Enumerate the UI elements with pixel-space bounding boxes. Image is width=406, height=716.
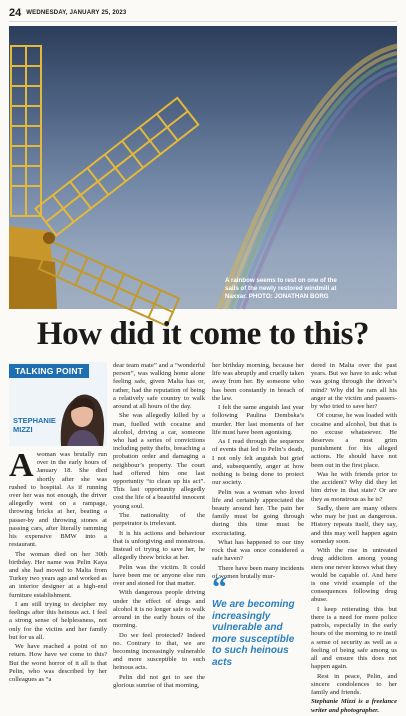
paragraph: We have reached a point of no return. How have we come to this? But the worst horror of it all is that Pelin, who was described by her colleagues as “a: [9, 643, 107, 684]
column-3: [212, 362, 304, 582]
page-number: 24: [9, 7, 22, 19]
column-4: [311, 362, 397, 716]
author-first-name: STEPHANIE: [13, 416, 56, 425]
talking-point-badge: TALKING POINT: [9, 364, 89, 378]
paragraph: Pelin was the victim. It could have been me or anyone else run over and stoned for that matter.: [113, 563, 205, 588]
photo-caption: [225, 277, 385, 301]
paragraph: It is his actions and behaviour that is unforgiving and monstrous. Instead of trying to save her, he allegedly threw bricks at her.: [113, 529, 205, 562]
paragraph: The woman died on her 30th birthday. Her name was Pelin Kaya and she had moved to Malta from Turkey two years ago and worked as an interior designer at a high-end furniture establishment.: [9, 550, 107, 599]
paragraph: Do we feel protected? Indeed no. Contrary to that, we are becoming increasingly vulnerable and more susceptible to such heinous acts.: [113, 631, 205, 672]
caption-line: sails of the newly restored windmill at: [225, 285, 337, 292]
paragraph: I felt the same anguish last year following Paulina Dembska’s murder. Her last moments of her life must have been agonising.: [212, 404, 304, 436]
author-name: [13, 416, 56, 434]
column-2: [113, 362, 205, 691]
windmill-photo: [9, 26, 397, 309]
windmill-rainbow-illustration: [9, 26, 397, 309]
paragraph: The nationality of the perpetrator is irrelevant.: [113, 512, 205, 528]
drop-cap: A: [9, 447, 34, 484]
pull-quote-text: We are becoming increasingly vulnerable and more susceptible to such heinous acts: [212, 599, 295, 668]
talking-point-box: [9, 362, 107, 446]
paragraph: I keep reiterating this but there is a need for more police patrols, especially in the early hours of the morning to re instil a sense of security as well as a feeling of being safe among us all and ensure this does not happen again.: [311, 605, 397, 671]
paragraph: dear team mate” and a “wonderful person”, was walking home alone feeling safe, given Malta has or, rather, had the reputation of being a relatively safe country to walk around at all hours of the day.: [113, 362, 205, 411]
paragraph: With the rise in untreated drug addiction among young sters one never knows what they would be capable of. And here is one vivid example of the consequences following drug abuse.: [311, 547, 397, 604]
author-portrait: [53, 384, 107, 446]
headline: How did it come to this?: [36, 316, 370, 352]
paragraph: There have been many incidents of women brutally mur-: [212, 564, 304, 581]
paragraph: dered in Malta over the past years. But we have to ask: what was going through the driver’s mind? Why did he ram all his anger at the victim and passers-by who tried to save her?: [311, 362, 397, 411]
paragraph-text: woman was brutally run over in the early hours of January 18. She died shortly after she was rushed to hospital. As if running over her was not enough, the driver allegedly went on a rampage, throwing bricks at her, beating a passer-by and throwing stones at passing cars, after literally ramming his expensive BMW into a restaurant.: [9, 451, 107, 549]
paragraph: What has happened to our tiny rock that was once considered a safe haven?: [212, 539, 304, 563]
paragraph: Rest in peace, Pelin, and sincere condolences to her family and friends.: [311, 672, 397, 697]
paragraph: As I read through the sequence of events that led to Pelin’s death, I not only felt anguish but grief and, subsequently, anger at how nothing is being done to protect our society.: [212, 438, 304, 487]
paragraph: Sadly, there are many others who may be just as dangerous. History repeats itself, they say, and this may well happen again someday soon.: [311, 505, 397, 545]
paragraph: With dangerous people driving under the effect of drugs and alcohol it is no longer safe to walk around in the early hours of the morning.: [113, 589, 205, 630]
caption-line: A rainbow seems to rest on one of the: [225, 277, 337, 284]
paragraph: Was he with friends prior to the accident? Why did they let him drive in that state? Or are they as monstrous as he is?: [311, 471, 397, 503]
column-1: [9, 362, 107, 685]
paragraph: I am still trying to decipher my feelings after this heinous act. I feel a strong sense of helplessness, not only for the victim and her family but for us all.: [9, 601, 107, 641]
page-date: WEDNESDAY, JANUARY 25, 2023: [26, 10, 127, 16]
page-header: [9, 5, 397, 22]
paragraph: her birthday morning, because her life was abruptly and cruelly taken away from her. By someone who has been constantly in breach of the law.: [212, 362, 304, 402]
paragraph: Pelin did not get to see the glorious sunrise of that morning,: [113, 673, 205, 690]
paragraph: Pelin was a woman who loved life and certainly appreciated the beauty around her. The pain her family must be going through during this time must be excruciating.: [212, 488, 304, 537]
caption-line: Naxxar. PHOTO: JONATHAN BORG: [225, 293, 329, 300]
paragraph: Of course, he was loaded with cocaine and alcohol, but that is no excuse whatsoever. He deserves a most grim punishment for his alleged actions. He should have not been out in the first place.: [311, 412, 397, 469]
article-body: [9, 362, 397, 714]
paragraph: She was allegedly killed by a man, fuelled with cocaine and alcohol, driving a car, someone who had a series of convictions including petty thefts, breaching a probation order and damaging a neighbour’s property. The court had offered him one last opportunity “to clean up his act”. This last opportunity allegedly cost the life of a beautiful innocent young soul.: [113, 412, 205, 510]
author-byline: Stephanie Mizzi is a freelance writer and photographer.: [311, 698, 397, 714]
paragraph: [9, 447, 107, 549]
author-last-name: MIZZI: [13, 425, 33, 434]
quote-mark-icon: “: [212, 571, 227, 604]
